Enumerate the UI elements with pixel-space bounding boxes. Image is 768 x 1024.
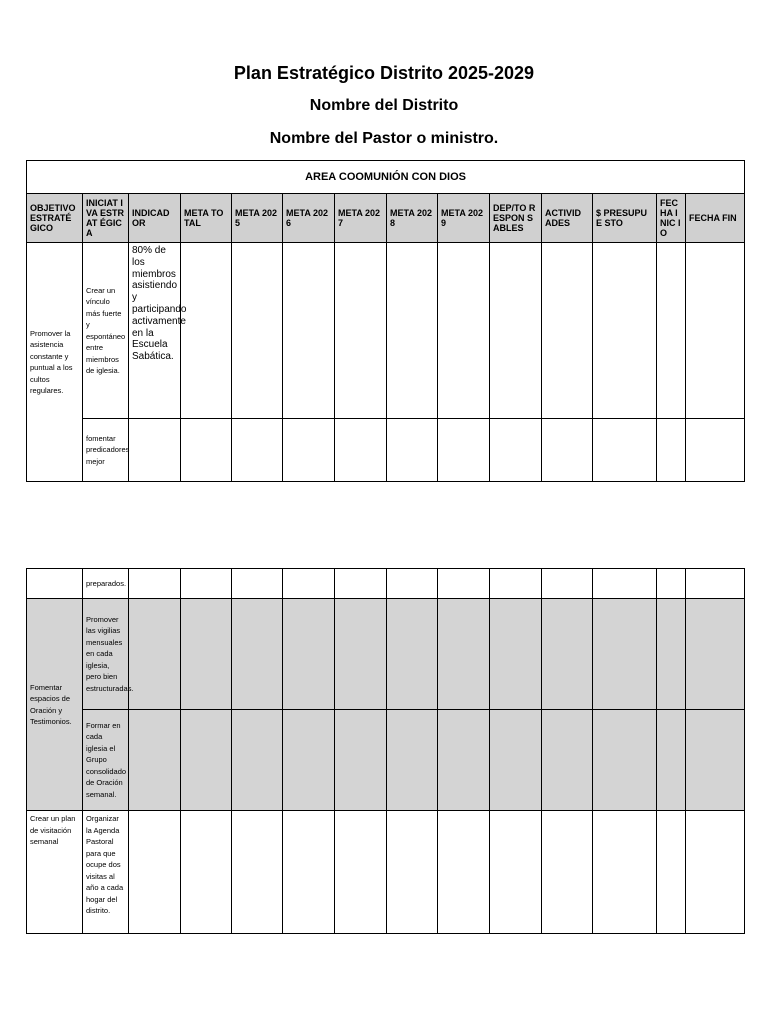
table-row bbox=[27, 243, 745, 419]
column-header: META 2027 bbox=[335, 194, 387, 243]
table-row bbox=[27, 419, 745, 482]
strategic-plan-table-page2 bbox=[26, 568, 745, 934]
column-header: META 2026 bbox=[283, 194, 335, 243]
column-header: META 2029 bbox=[438, 194, 490, 243]
table-row bbox=[27, 599, 745, 710]
column-header: FECHA FIN bbox=[686, 194, 745, 243]
table-row bbox=[27, 569, 745, 599]
table-row bbox=[27, 811, 745, 934]
pastor-name: Nombre del Pastor o ministro. bbox=[269, 130, 499, 147]
column-header: $ PRESUPUE STO bbox=[593, 194, 657, 243]
objective-cell: Crear un plan de visitación semanal bbox=[27, 811, 83, 934]
strategic-plan-table-page1 bbox=[26, 160, 745, 482]
initiative-cell: Organizar la Agenda Pastoral para que ocupe dos visitas al año a cada hogar del distrito. bbox=[83, 811, 129, 934]
column-header: DEP/TO RESPON SABLES bbox=[490, 194, 542, 243]
objective-cell: Fomentar espacios de Oración y Testimonios. bbox=[27, 599, 83, 811]
area-title: AREA COOMUNIÓN CON DIOS bbox=[27, 161, 745, 194]
indicator-cell: 80% de los miembros asistiendo y participando activamente en la Escuela Sabática. bbox=[129, 243, 181, 419]
initiative-cell: fomentar predicadores mejor bbox=[83, 419, 129, 482]
header-row bbox=[27, 194, 745, 243]
initiative-cell: Crear un vínculo más fuerte y espontáneo entre miembros de iglesia. bbox=[83, 243, 129, 419]
column-header: FEC HA INIC IO bbox=[657, 194, 686, 243]
column-header: INICIAT IVA ESTRAT ÉGICA bbox=[83, 194, 129, 243]
column-header: META 2025 bbox=[232, 194, 283, 243]
initiative-cell: Promover las vigilias mensuales en cada iglesia, pero bien estructuradas. bbox=[83, 599, 129, 710]
initiative-cell: Formar en cada iglesia el Grupo consolidado de Oración semanal. bbox=[83, 710, 129, 811]
column-header: ACTIVID ADES bbox=[542, 194, 593, 243]
document-title: Plan Estratégico Distrito 2025-2029 bbox=[233, 63, 535, 83]
initiative-cell: preparados. bbox=[83, 569, 129, 599]
table-row bbox=[27, 710, 745, 811]
objective-cell: Promover la asistencia constante y puntual a los cultos regulares. bbox=[27, 243, 83, 482]
column-header: OBJETIVO ESTRATÉ GICO bbox=[27, 194, 83, 243]
column-header: META TOTAL bbox=[181, 194, 232, 243]
district-name: Nombre del Distrito bbox=[309, 97, 459, 114]
column-header: META 2028 bbox=[387, 194, 438, 243]
column-header: INDICAD OR bbox=[129, 194, 181, 243]
